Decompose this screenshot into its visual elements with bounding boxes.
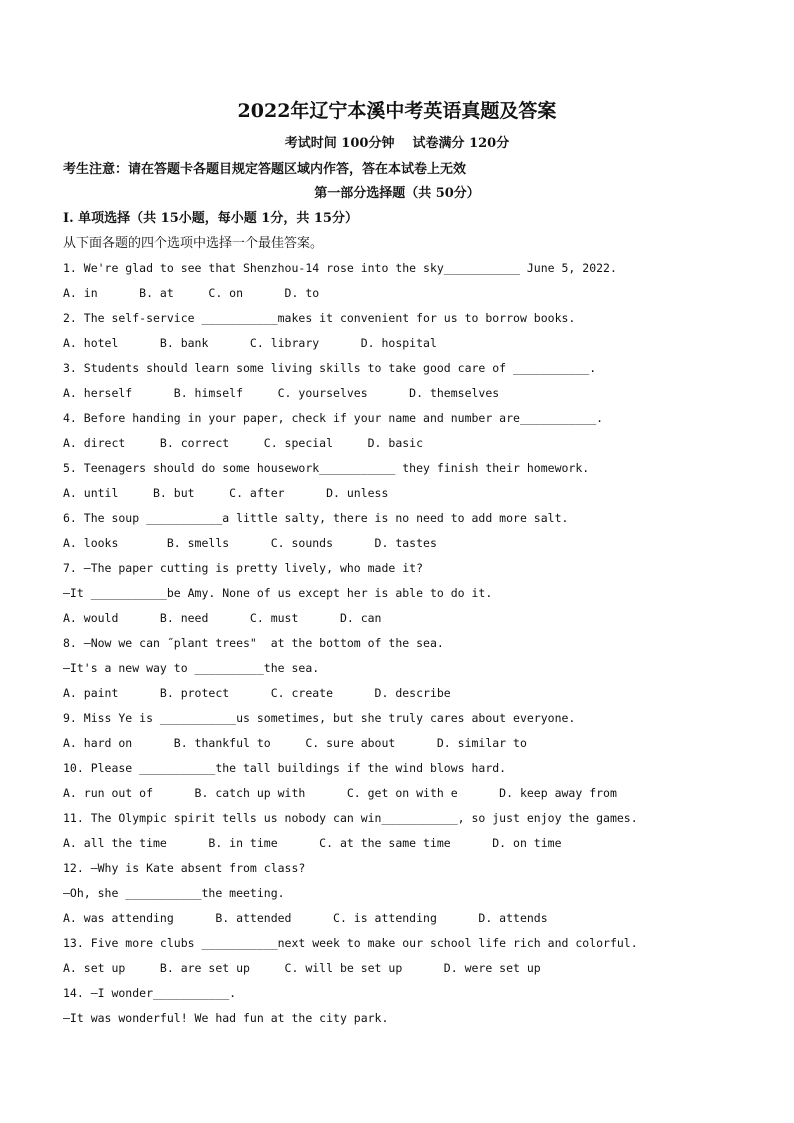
options-line: A. was attending B. attended C. is attending D. attends [63, 911, 548, 925]
options-line: A. hard on B. thankful to C. sure about D. similar to [63, 736, 527, 750]
options-line: A. would B. need C. must D. can [63, 611, 382, 625]
dialogue-line: —It's a new way to __________the sea. [63, 661, 320, 675]
dialogue-line: —Oh, she ___________the meeting. [63, 886, 285, 900]
exam-info: 考试时间 100分钟 试卷满分 120分 [284, 136, 510, 151]
question-line: 10. Please ___________the tall buildings if the wind blows hard. [63, 761, 507, 775]
question-line: 9. Miss Ye is ___________us sometimes, but she truly cares about everyone. [63, 711, 576, 725]
question-line: 2. The self-service ___________makes it convenient for us to borrow books. [63, 311, 576, 325]
part-heading: 第一部分选择题（共 50分） [314, 186, 480, 201]
section-heading: I. 单项选择（共 15小题，每小题 1分，共 15分） [63, 211, 358, 226]
options-line: A. direct B. correct C. special D. basic [63, 436, 424, 450]
section-instruction: 从下面各题的四个选项中选择一个最佳答案。 [63, 236, 324, 251]
question-line: 12. —Why is Kate absent from class? [63, 861, 306, 875]
question-line: 8. —Now we can ˝plant trees" at the bottom of the sea. [63, 636, 444, 650]
question-line: 11. The Olympic spirit tells us nobody can win___________, so just enjoy the games. [63, 811, 638, 825]
question-list [63, 258, 763, 1033]
options-line: A. herself B. himself C. yourselves D. themselves [63, 386, 500, 400]
options-line: A. hotel B. bank C. library D. hospital [63, 336, 437, 350]
dialogue-line: —It ___________be Amy. None of us except her is able to do it. [63, 586, 493, 600]
question-line: 13. Five more clubs ___________next week to make our school life rich and colorful. [63, 936, 638, 950]
options-line: A. paint B. protect C. create D. describe [63, 686, 451, 700]
options-line: A. until B. but C. after D. unless [63, 486, 389, 500]
question-line: 7. —The paper cutting is pretty lively, who made it? [63, 561, 424, 575]
question-line: 14. —I wonder___________. [63, 986, 237, 1000]
question-line: 4. Before handing in your paper, check if your name and number are___________. [63, 411, 604, 425]
options-line: A. in B. at C. on D. to [63, 286, 320, 300]
options-line: A. all the time B. in time C. at the same time D. on time [63, 836, 562, 850]
question-line: 3. Students should learn some living skills to take good care of ___________. [63, 361, 597, 375]
question-line: 5. Teenagers should do some housework___________ they finish their homework. [63, 461, 590, 475]
options-line: A. looks B. smells C. sounds D. tastes [63, 536, 437, 550]
options-line: A. set up B. are set up C. will be set up D. were set up [63, 961, 541, 975]
candidate-notice: 考生注意：请在答题卡各题目规定答题区域内作答，答在本试卷上无效 [63, 162, 467, 177]
question-line: 6. The soup ___________a little salty, there is no need to add more salt. [63, 511, 569, 525]
options-line: A. run out of B. catch up with C. get on with e D. keep away from [63, 786, 617, 800]
question-line: 1. We're glad to see that Shenzhou-14 rose into the sky___________ June 5, 2022. [63, 261, 617, 275]
page-title: 2022年辽宁本溪中考英语真题及答案 [237, 100, 557, 122]
dialogue-line: —It was wonderful! We had fun at the city park. [63, 1011, 389, 1025]
